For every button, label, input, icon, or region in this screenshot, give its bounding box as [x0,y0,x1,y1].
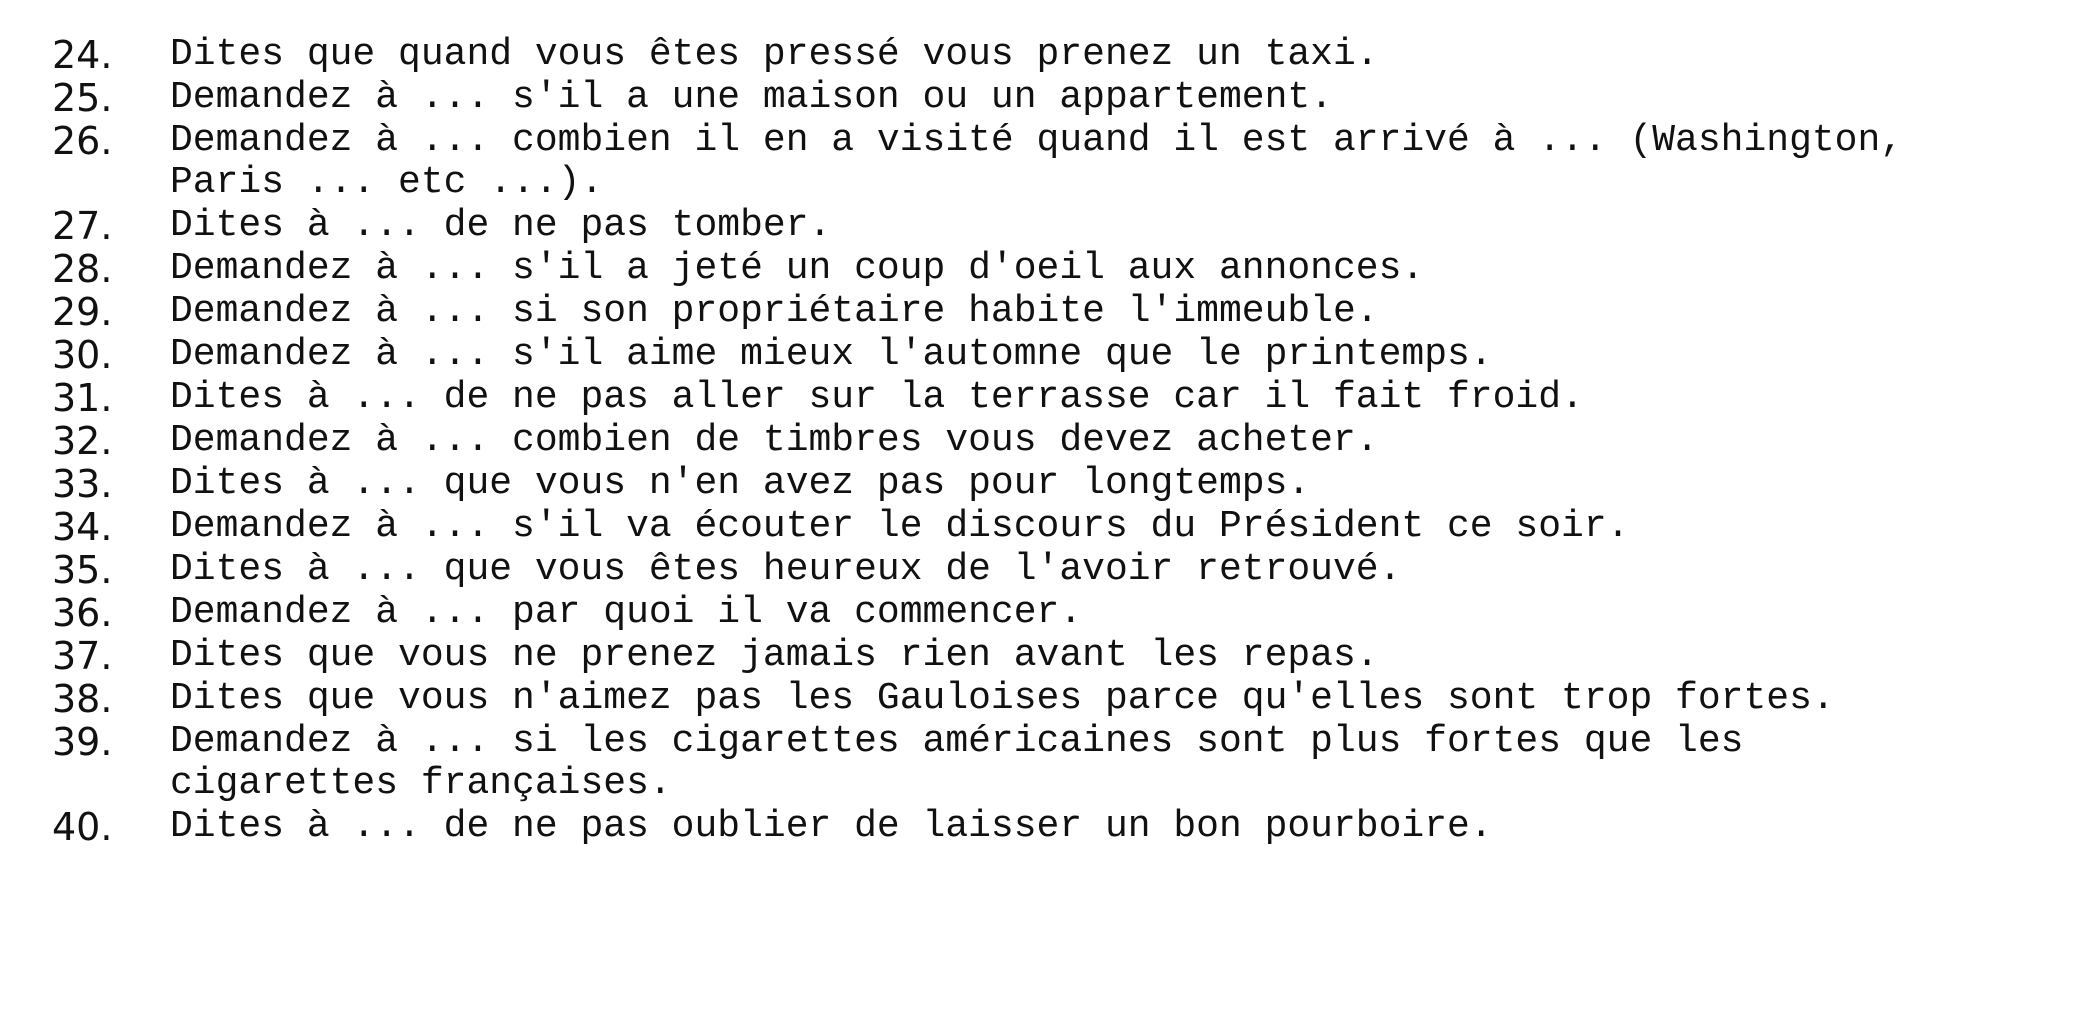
exercise-number: 30. [52,333,113,377]
exercise-text-line: Dites que vous n'aimez pas les Gauloises parce qu'elles sont trop fortes. [170,677,1835,720]
exercise-text [170,334,2060,376]
exercise-text [170,420,2060,462]
exercise-item [52,678,2062,720]
exercise-item [52,806,2062,848]
exercise-text [170,506,2060,548]
exercise-text [170,77,2060,119]
exercise-number: 25. [52,76,113,120]
exercise-text-line: cigarettes françaises. [170,762,672,805]
exercise-item [52,463,2062,505]
exercise-text-line: Demandez à ... s'il aime mieux l'automne que le printemps. [170,333,1493,376]
exercise-text-line: Demandez à ... combien il en a visité quand il est arrivé à ... (Washington, [170,119,1904,162]
exercise-text [170,592,2060,634]
exercise-text-line: Demandez à ... s'il a jeté un coup d'oeil aux annonces. [170,247,1425,290]
exercise-item [52,205,2062,247]
exercise-number: 37. [52,634,113,678]
exercise-text [170,806,2060,848]
exercise-text-line: Demandez à ... si les cigarettes américaines sont plus fortes que les [170,720,1744,763]
exercise-text-line: Demandez à ... combien de timbres vous devez acheter. [170,419,1379,462]
exercise-item [52,34,2062,76]
exercise-number: 27. [52,204,113,248]
exercise-number: 32. [52,419,113,463]
exercise-text [170,721,2060,805]
exercise-text [170,34,2060,76]
exercise-item [52,248,2062,290]
exercise-item [52,506,2062,548]
exercise-number: 36. [52,591,113,635]
exercise-text-line: Demandez à ... par quoi il va commencer. [170,591,1083,634]
exercise-text [170,291,2060,333]
exercise-number: 26. [52,119,113,163]
exercise-number: 29. [52,290,113,334]
exercise-list [52,34,2062,849]
exercise-text-line: Dites à ... de ne pas tomber. [170,204,832,247]
exercise-text-line: Dites à ... de ne pas aller sur la terrasse car il fait froid. [170,376,1584,419]
exercise-number: 33. [52,462,113,506]
exercise-text-line: Demandez à ... s'il a une maison ou un appartement. [170,76,1333,119]
exercise-item [52,77,2062,119]
exercise-number: 35. [52,548,113,592]
exercise-text [170,678,2060,720]
exercise-number: 31. [52,376,113,420]
exercise-text-line: Dites que vous ne prenez jamais rien avant les repas. [170,634,1379,677]
exercise-text [170,377,2060,419]
exercise-number: 34. [52,505,113,549]
exercise-item [52,592,2062,634]
exercise-text-line: Dites à ... que vous êtes heureux de l'avoir retrouvé. [170,548,1402,591]
exercise-number: 38. [52,677,113,721]
exercise-item [52,635,2062,677]
exercise-item [52,721,2062,805]
exercise-item [52,120,2062,204]
exercise-text-line: Dites que quand vous êtes pressé vous prenez un taxi. [170,33,1379,76]
exercise-text [170,205,2060,247]
exercise-item [52,334,2062,376]
exercise-text [170,635,2060,677]
exercise-number: 28. [52,247,113,291]
exercise-item [52,377,2062,419]
exercise-text [170,463,2060,505]
exercise-number: 39. [52,720,113,764]
exercise-text-line: Paris ... etc ...). [170,161,604,204]
exercise-item [52,549,2062,591]
exercise-text-line: Demandez à ... s'il va écouter le discours du Président ce soir. [170,505,1630,548]
exercise-text [170,248,2060,290]
exercise-number: 24. [52,33,113,77]
exercise-text-line: Dites à ... que vous n'en avez pas pour longtemps. [170,462,1311,505]
exercise-text-line: Dites à ... de ne pas oublier de laisser un bon pourboire. [170,805,1493,848]
exercise-text [170,120,2060,204]
exercise-item [52,291,2062,333]
exercise-number: 40. [52,805,113,849]
exercise-text-line: Demandez à ... si son propriétaire habite l'immeuble. [170,290,1379,333]
exercise-item [52,420,2062,462]
exercise-text [170,549,2060,591]
